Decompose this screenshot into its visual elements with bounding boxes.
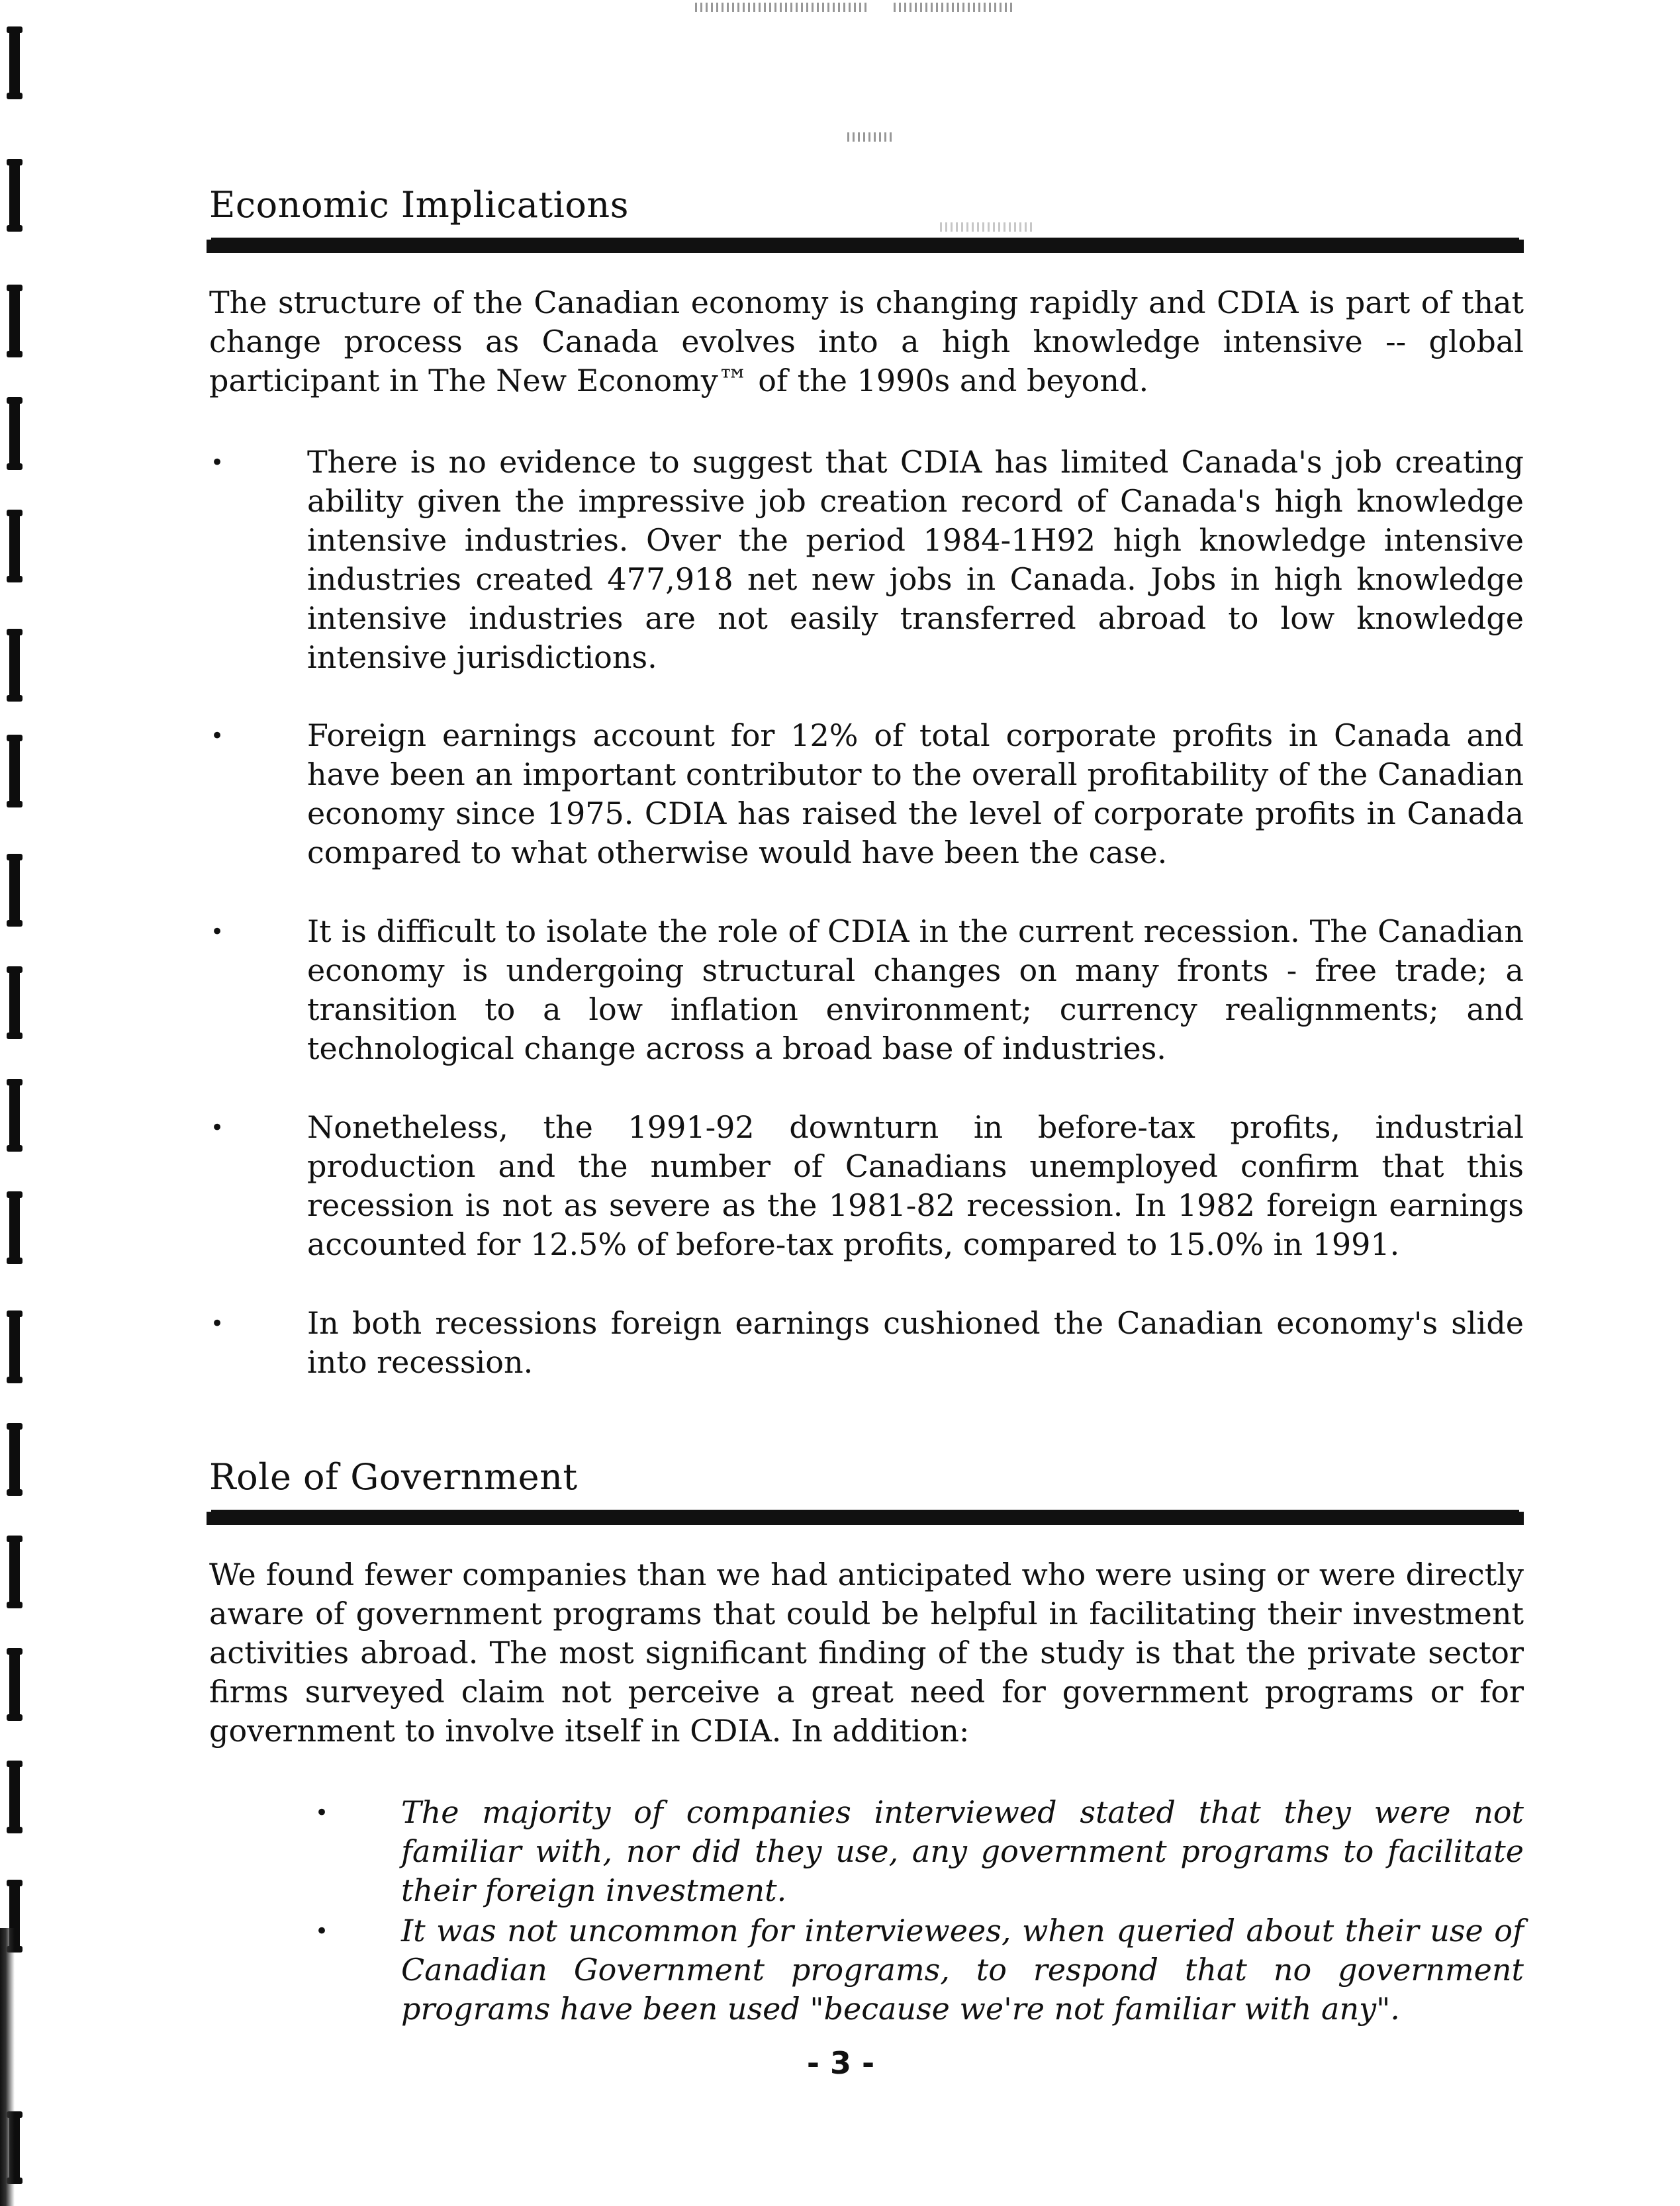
binder-hole <box>9 735 20 807</box>
economic-bullet-1: There is no evidence to suggest that CDIA has limited Canada's job creating ability given the impressive job creation record of Canada's high knowledge intensive industries. Over the period 1984-1H92 high knowledge intensive industries created 477,918 net new jobs in Canada. Jobs in high knowledge intensive industries are not easily transferred abroad to low knowledge intensive jurisdictions. <box>307 444 1524 675</box>
binder-hole <box>9 1079 20 1152</box>
section-heading-economic-implications: Economic Implications <box>209 184 629 226</box>
government-bullet-1: The majority of companies interviewed stated that they were not familiar with, nor did they use, any government programs to facilitate their foreign investment. <box>401 1794 1524 1908</box>
economic-bullet-4: Nonetheless, the 1991-92 downturn in before-tax profits, industrial production and the number of Canadians unemployed confirm that this recession is not as severe as the 1981-82 recession. In 1982 foreign earnings accounted for 12.5% of before-tax profits, compared to 15.0% in 1991. <box>307 1109 1524 1262</box>
bullet-marker: • <box>210 919 224 945</box>
section-heading-role-of-government: Role of Government <box>209 1456 578 1498</box>
binder-hole <box>9 159 20 232</box>
bullet-marker: • <box>210 1115 224 1141</box>
binder-hole <box>9 1648 20 1721</box>
bullet-marker: • <box>315 1800 329 1826</box>
binder-hole <box>9 285 20 357</box>
scan-speckle <box>847 132 894 142</box>
binder-hole <box>9 397 20 470</box>
page-number: - 3 - <box>806 2045 875 2081</box>
bullet-marker: • <box>315 1918 329 1945</box>
binder-hole <box>9 1536 20 1608</box>
economic-bullet-5: In both recessions foreign earnings cushioned the Canadian economy's slide into recession. <box>307 1305 1524 1380</box>
scan-speckle <box>894 3 1013 12</box>
section-rule <box>207 240 1524 253</box>
bullet-marker: • <box>210 723 224 749</box>
binder-hole <box>9 1761 20 1833</box>
binder-hole <box>9 854 20 927</box>
binder-holes <box>9 0 36 2206</box>
binder-hole <box>9 26 20 99</box>
binder-hole <box>9 510 20 582</box>
section-rule <box>207 1512 1524 1525</box>
bullet-marker: • <box>210 1310 224 1337</box>
bullet-marker: • <box>210 449 224 476</box>
scan-speckle <box>940 222 1033 232</box>
economic-intro-paragraph: The structure of the Canadian economy is changing rapidly and CDIA is part of that change process as Canada evolves into a high knowledge intensive -- global participant in The New Economy™ of the 1990s and beyond. <box>209 285 1524 398</box>
scan-speckle <box>695 3 867 12</box>
government-bullet-2: It was not uncommon for interviewees, when queried about their use of Canadian Government programs, to respond that no government programs have been used "because we're not familiar with any". <box>401 1913 1524 2027</box>
binder-hole <box>9 1423 20 1496</box>
binder-hole <box>9 966 20 1039</box>
government-intro-paragraph: We found fewer companies than we had anticipated who were using or were directly aware of government programs that could be helpful in facilitating their investment activities abroad. The most significant finding of the study is that the private sector firms surveyed claim not perceive a great need for government programs or for government to involve itself in CDIA. In addition: <box>209 1557 1524 1749</box>
binder-hole <box>9 1191 20 1264</box>
binder-hole <box>9 1310 20 1383</box>
binder-hole <box>9 629 20 702</box>
economic-bullet-2: Foreign earnings account for 12% of total corporate profits in Canada and have been an important contributor to the overall profitability of the Canadian economy since 1975. CDIA has raised the level of corporate profits in Canada compared to what otherwise would have been the case. <box>307 717 1524 870</box>
page-edge-shadow <box>0 1928 15 2206</box>
economic-bullet-3: It is difficult to isolate the role of CDIA in the current recession. The Canadian economy is undergoing structural changes on many fronts - free trade; a transition to a low inflation environment; currency realignments; and technological change across a broad base of industries. <box>307 913 1524 1066</box>
